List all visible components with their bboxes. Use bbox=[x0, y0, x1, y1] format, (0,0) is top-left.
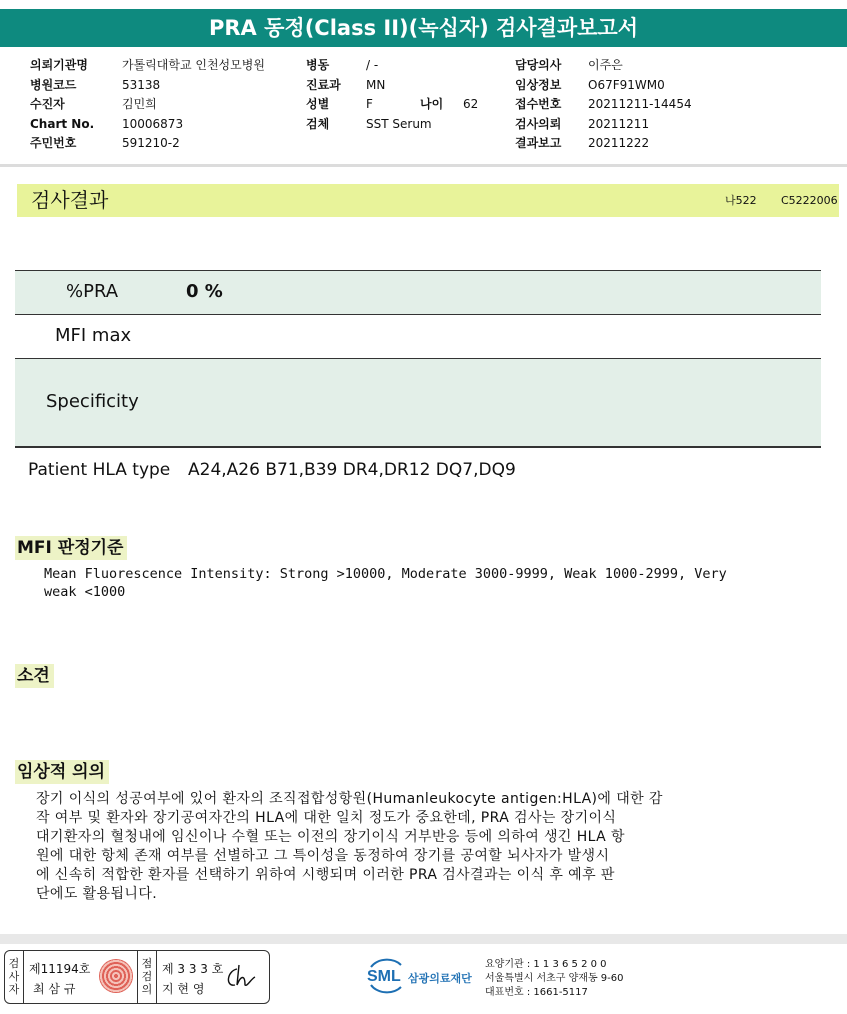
report-title: PRA 동정(Class II)(녹십자) 검사결과보고서 bbox=[0, 9, 847, 47]
field-value: O67F91WM0 bbox=[588, 77, 665, 92]
field-value: 10006873 bbox=[122, 116, 184, 131]
mfi-criteria-line: weak <1000 bbox=[44, 584, 126, 600]
clinical-text bbox=[36, 790, 822, 904]
clinical-line: 원에 대한 항체 존재 여부를 선별하고 그 특이성을 동정하여 장기를 공여할 뇌사자가 발생시 bbox=[36, 848, 610, 864]
char: 자 bbox=[8, 983, 20, 996]
opinion-heading: 소견 bbox=[15, 664, 54, 688]
field-value: 김민희 bbox=[122, 97, 157, 111]
field-label: 결과보고 bbox=[515, 136, 562, 150]
clinical-line: 단에도 활용됩니다. bbox=[36, 886, 158, 902]
examiner-vertical-label bbox=[6, 957, 22, 996]
info-row-resident-no bbox=[30, 134, 310, 154]
field-label: 접수번호 bbox=[515, 97, 562, 111]
divider bbox=[137, 951, 138, 1003]
hla-type-label: Patient HLA type bbox=[28, 460, 171, 480]
info-row-department bbox=[306, 76, 506, 96]
info-row-requested bbox=[515, 115, 835, 135]
clinical-heading: 임상적 의의 bbox=[15, 760, 109, 784]
char: 의 bbox=[141, 983, 153, 996]
char: 검 bbox=[141, 970, 153, 983]
patient-info-middle bbox=[306, 56, 506, 134]
field-value: 이주은 bbox=[588, 58, 623, 72]
field-label: 진료과 bbox=[306, 77, 341, 92]
age-label: 나이 bbox=[420, 97, 444, 111]
field-label: 병동 bbox=[306, 58, 330, 72]
mfi-criteria-heading: MFI 판정기준 bbox=[15, 536, 127, 560]
field-label: 담당의사 bbox=[515, 58, 562, 72]
result-code-1: 나522 bbox=[725, 194, 757, 207]
field-label: 검체 bbox=[306, 116, 330, 131]
patient-info-left bbox=[30, 56, 310, 154]
contact-line: 서울특별시 서초구 양재동 9-60 bbox=[485, 973, 624, 984]
clinical-line: 에 신속히 적합한 환자를 선택하기 위하여 시행되며 이러한 PRA 검사결과는 이식 후 예후 판 bbox=[36, 867, 615, 883]
result-heading: 검사결과 bbox=[31, 188, 109, 212]
info-row-receipt-no bbox=[515, 95, 835, 115]
char: 검 bbox=[8, 957, 20, 970]
field-value: F bbox=[366, 97, 373, 111]
clinical-line: 작 여부 및 환자와 장기공여자간의 HLA에 대한 일치 정도가 중요한데, PRA 검사는 장기이식 bbox=[36, 810, 617, 826]
field-value: 20211211-14454 bbox=[588, 97, 692, 111]
field-label: Chart No. bbox=[30, 116, 95, 131]
field-label: 임상정보 bbox=[515, 77, 562, 92]
reviewer-name: 지 현 영 bbox=[162, 982, 205, 996]
clinical-line: 장기 이식의 성공여부에 있어 환자의 조직접합성항원(Humanleukocyte antigen:HLA)에 대한 감 bbox=[36, 791, 663, 807]
field-value: MN bbox=[366, 77, 386, 92]
field-value: 591210-2 bbox=[122, 136, 180, 150]
field-label: 수진자 bbox=[30, 97, 65, 111]
result-code-2: C5222006 bbox=[781, 194, 838, 207]
field-label: 의뢰기관명 bbox=[30, 58, 88, 72]
age-value: 62 bbox=[463, 97, 479, 111]
patient-info-right bbox=[515, 56, 835, 154]
foundation-name: 삼광의료재단 bbox=[408, 972, 472, 985]
reviewer-license: 제 3 3 3 호 bbox=[162, 962, 224, 976]
header-divider bbox=[0, 164, 847, 167]
signature-box bbox=[4, 950, 270, 1004]
signature-mark bbox=[223, 961, 263, 993]
pra-label: %PRA bbox=[66, 281, 119, 302]
footer-divider bbox=[0, 934, 847, 944]
contact-line: 대표번호 : 1661-5117 bbox=[485, 987, 588, 998]
result-section-header bbox=[17, 184, 839, 217]
char: 점 bbox=[141, 957, 153, 970]
examiner-name: 최 삼 규 bbox=[33, 982, 76, 996]
info-row-doctor bbox=[515, 56, 835, 76]
sml-logo-text: SML bbox=[367, 968, 401, 985]
mfi-criteria-line: Mean Fluorescence Intensity: Strong >10000, Moderate 3000-9999, Weak 1000-2999, Very bbox=[44, 566, 727, 582]
pra-row bbox=[15, 271, 821, 314]
field-value: 20211211 bbox=[588, 116, 650, 131]
specificity-label: Specificity bbox=[46, 391, 139, 412]
info-row-sex-age bbox=[306, 95, 506, 115]
info-row-specimen bbox=[306, 115, 506, 135]
field-value: 20211222 bbox=[588, 136, 650, 150]
info-row-hospital-code bbox=[30, 76, 310, 96]
field-value: 가톨릭대학교 인천성모병원 bbox=[122, 58, 265, 72]
info-row-chart-no bbox=[30, 115, 310, 135]
divider bbox=[23, 951, 24, 1003]
field-value: 53138 bbox=[122, 77, 161, 92]
mfi-max-label: MFI max bbox=[55, 325, 132, 346]
contact-info bbox=[485, 958, 624, 1000]
hla-type-value: A24,A26 B71,B39 DR4,DR12 DQ7,DQ9 bbox=[188, 460, 516, 480]
divider bbox=[156, 951, 157, 1003]
examiner-license: 제11194호 bbox=[29, 962, 91, 976]
reviewer-vertical-label bbox=[139, 957, 155, 996]
field-label: 병원코드 bbox=[30, 77, 77, 92]
info-row-ward bbox=[306, 56, 506, 76]
table-border-bottom bbox=[15, 446, 821, 448]
info-row-clinical-info bbox=[515, 76, 835, 96]
info-row-institution bbox=[30, 56, 310, 76]
field-value: SST Serum bbox=[366, 116, 432, 131]
table-divider bbox=[15, 314, 821, 315]
info-row-reported bbox=[515, 134, 835, 154]
sml-logo-icon bbox=[365, 955, 407, 995]
field-value: / - bbox=[366, 58, 379, 72]
char: 사 bbox=[8, 970, 20, 983]
field-label: 주민번호 bbox=[30, 136, 77, 150]
info-row-patient bbox=[30, 95, 310, 115]
contact-line: 요양기관 : 1 1 3 6 5 2 0 0 bbox=[485, 959, 607, 970]
field-label: 성별 bbox=[306, 97, 330, 111]
clinical-line: 대기환자의 혈청내에 임신이나 수혈 또는 이전의 장기이식 거부반응 등에 의하여 생긴 HLA 항 bbox=[36, 829, 625, 845]
field-label: 검사의뢰 bbox=[515, 116, 562, 131]
pra-value: 0 % bbox=[186, 281, 223, 302]
seal-stamp bbox=[99, 959, 133, 993]
